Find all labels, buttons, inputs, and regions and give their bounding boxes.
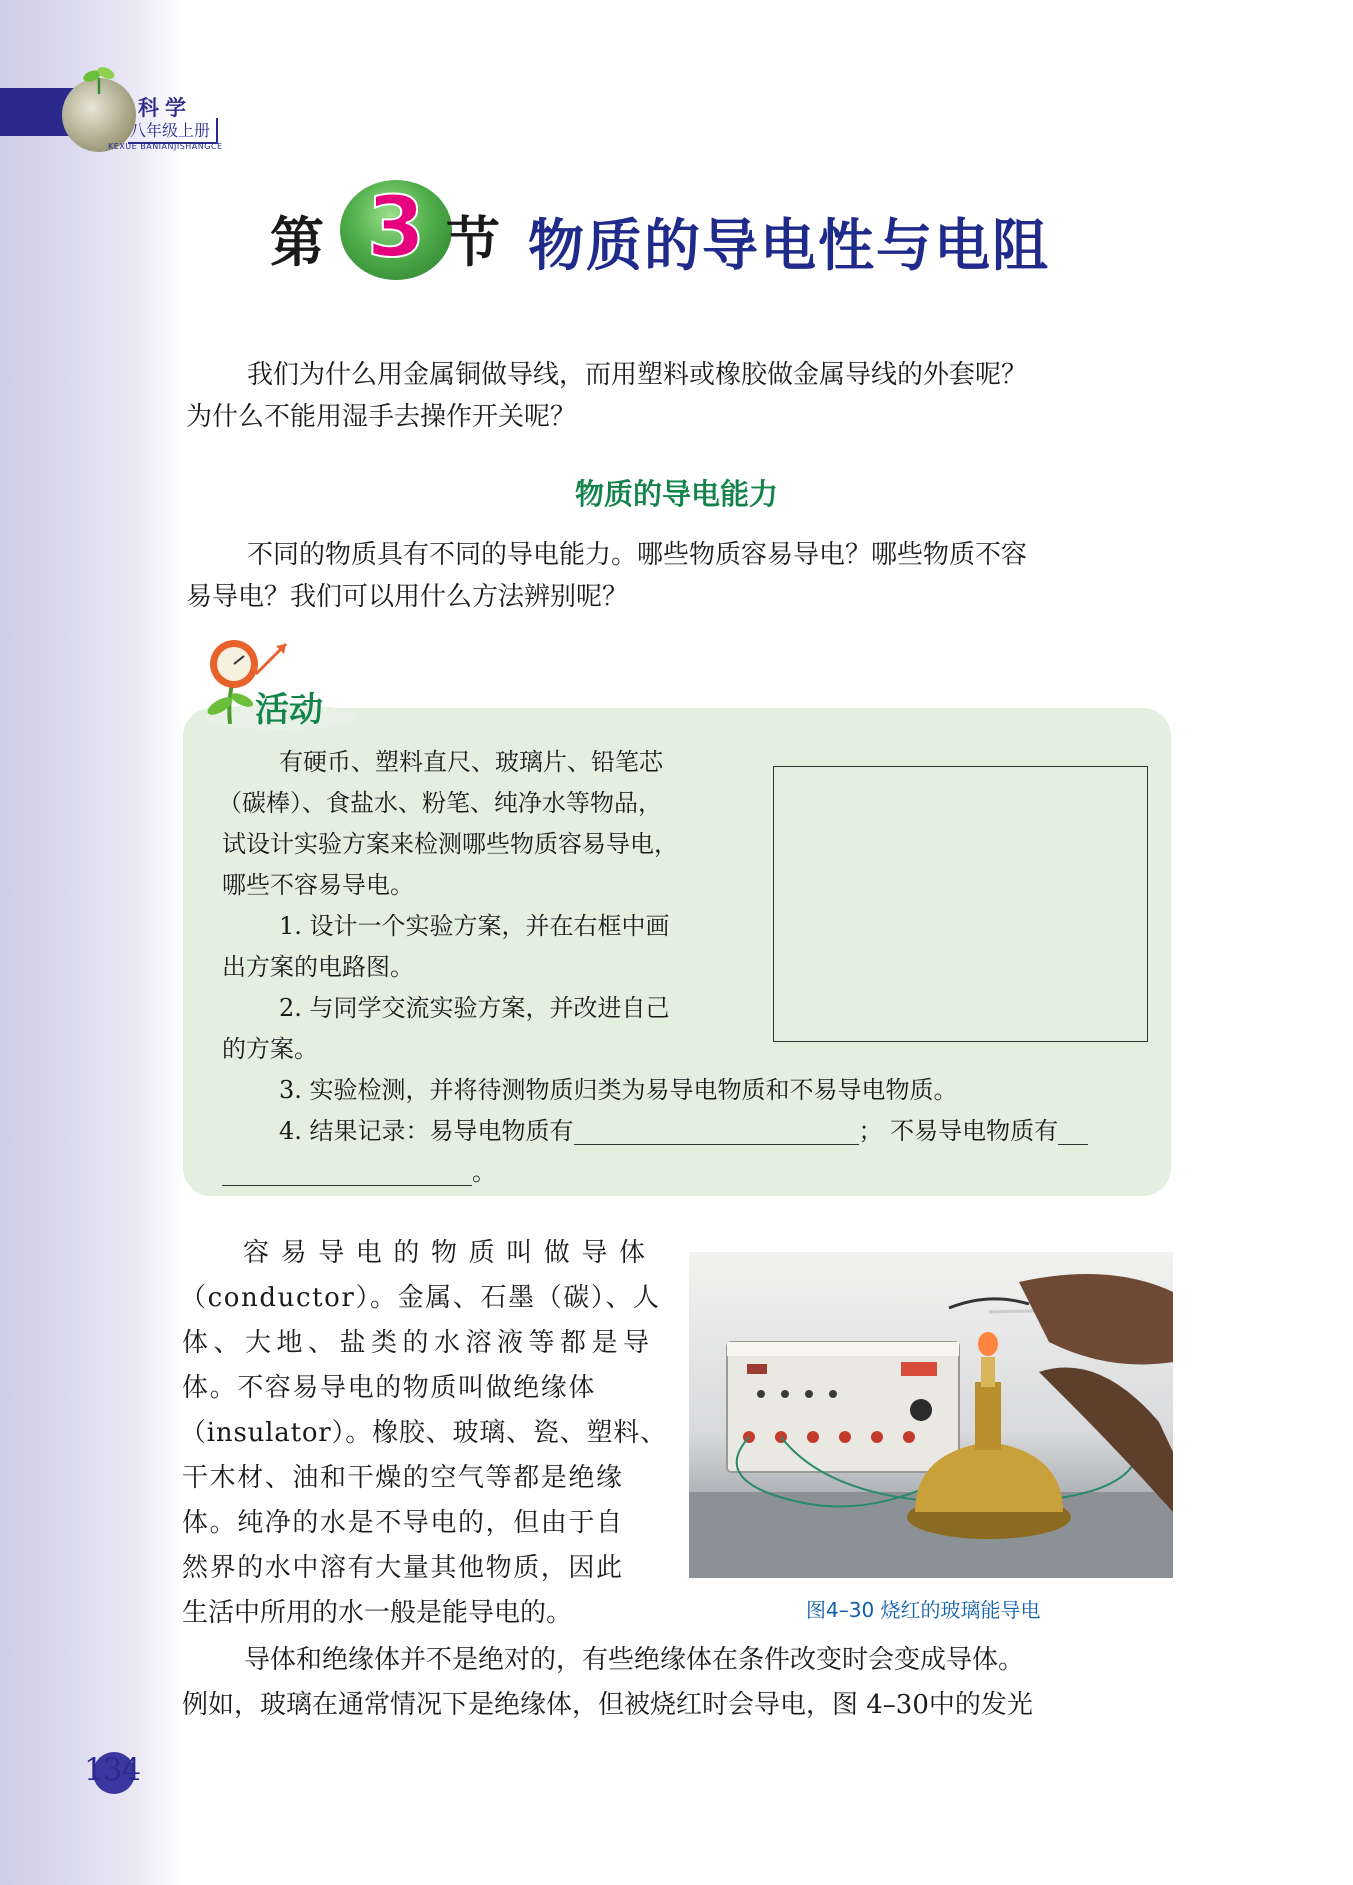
result-record-mid: ； 不易导电物质有 xyxy=(858,1117,1059,1145)
intro-line-1: 我们为什么用金属铜做导线，而用塑料或橡胶做金属导线的外套呢？ xyxy=(247,360,1028,390)
conductor-line: 干木材、油和干燥的空气等都是绝缘 xyxy=(182,1463,624,1493)
conductor-line: （insulator）。橡胶、玻璃、瓷、塑料、 xyxy=(180,1418,667,1448)
conductors-answer-blank[interactable] xyxy=(574,1118,859,1145)
activity-line: 试设计实验方案来检测哪些物质容易导电， xyxy=(222,830,678,858)
subheading: 物质的导电能力 xyxy=(574,477,778,511)
para2-line-1: 不同的物质具有不同的导电能力。哪些物质容易导电？哪些物质不容 xyxy=(247,540,1028,570)
header-subject: 科学 xyxy=(138,96,192,120)
insulators-answer-blank-continued[interactable] xyxy=(222,1159,472,1186)
figure-caption: 图4–30 烧红的玻璃能导电 xyxy=(806,1598,1041,1622)
page-side-band xyxy=(0,0,185,1885)
intro-line-2: 为什么不能用湿手去操作开关呢？ xyxy=(186,402,577,432)
activity-title: 活动 xyxy=(255,690,323,730)
result-record-prefix: 4. 结果记录：易导电物质有 xyxy=(279,1117,574,1145)
result-record-line-2 xyxy=(222,1152,496,1193)
circuit-drawing-box xyxy=(773,766,1148,1042)
insulators-answer-blank[interactable] xyxy=(1058,1118,1088,1145)
section-number: 3 xyxy=(366,178,426,276)
header-pinyin: KEXUE BANIANJISHANGCE xyxy=(108,142,223,151)
activity-line: （碳棒）、食盐水、粉笔、纯净水等物品， xyxy=(218,789,662,817)
final-line-1: 导体和绝缘体并不是绝对的，有些绝缘体在条件改变时会变成导体。 xyxy=(244,1645,1025,1675)
conductor-line: 容易导电的物质叫做导体 xyxy=(243,1238,657,1268)
conductor-line: （conductor）。金属、石墨（碳）、人 xyxy=(180,1283,661,1313)
section-prefix: 第 xyxy=(270,211,324,274)
para2-line-2: 易导电？我们可以用什么方法辨别呢？ xyxy=(186,582,629,612)
conductor-line: 体。纯净的水是不导电的，但由于自 xyxy=(182,1508,624,1538)
header-grade: 八年级上册 xyxy=(128,118,218,144)
activity-line: 哪些不容易导电。 xyxy=(222,871,414,899)
activity-line: 3. 实验检测，并将待测物质归类为易导电物质和不易导电物质。 xyxy=(279,1076,958,1104)
final-line-2: 例如，玻璃在通常情况下是绝缘体，但被烧红时会导电，图 4–30中的发光 xyxy=(182,1690,1033,1720)
result-record-end: 。 xyxy=(472,1158,496,1186)
glass-conducts-photo-image xyxy=(689,1252,1173,1578)
sprout-icon xyxy=(82,64,116,94)
activity-line: 1. 设计一个实验方案，并在右框中画 xyxy=(279,912,670,940)
page-title: 物质的导电性与电阻 xyxy=(528,214,1050,279)
page-number: 134 xyxy=(84,1752,141,1788)
conductor-line: 然界的水中溶有大量其他物质，因此 xyxy=(182,1553,624,1583)
section-suffix: 节 xyxy=(446,211,500,274)
conductor-line: 生活中所用的水一般是能导电的。 xyxy=(182,1598,573,1628)
activity-line: 的方案。 xyxy=(222,1035,318,1063)
result-record-line xyxy=(279,1111,1088,1152)
conductor-line: 体、大地、盐类的水溶液等都是导 xyxy=(182,1328,655,1358)
experiment-photo xyxy=(689,1252,1173,1578)
activity-line: 2. 与同学交流实验方案，并改进自己 xyxy=(279,994,670,1022)
conductor-line: 体。不容易导电的物质叫做绝缘体 xyxy=(182,1373,597,1403)
activity-line: 出方案的电路图。 xyxy=(222,953,414,981)
activity-line: 有硬币、塑料直尺、玻璃片、铅笔芯 xyxy=(279,748,663,776)
